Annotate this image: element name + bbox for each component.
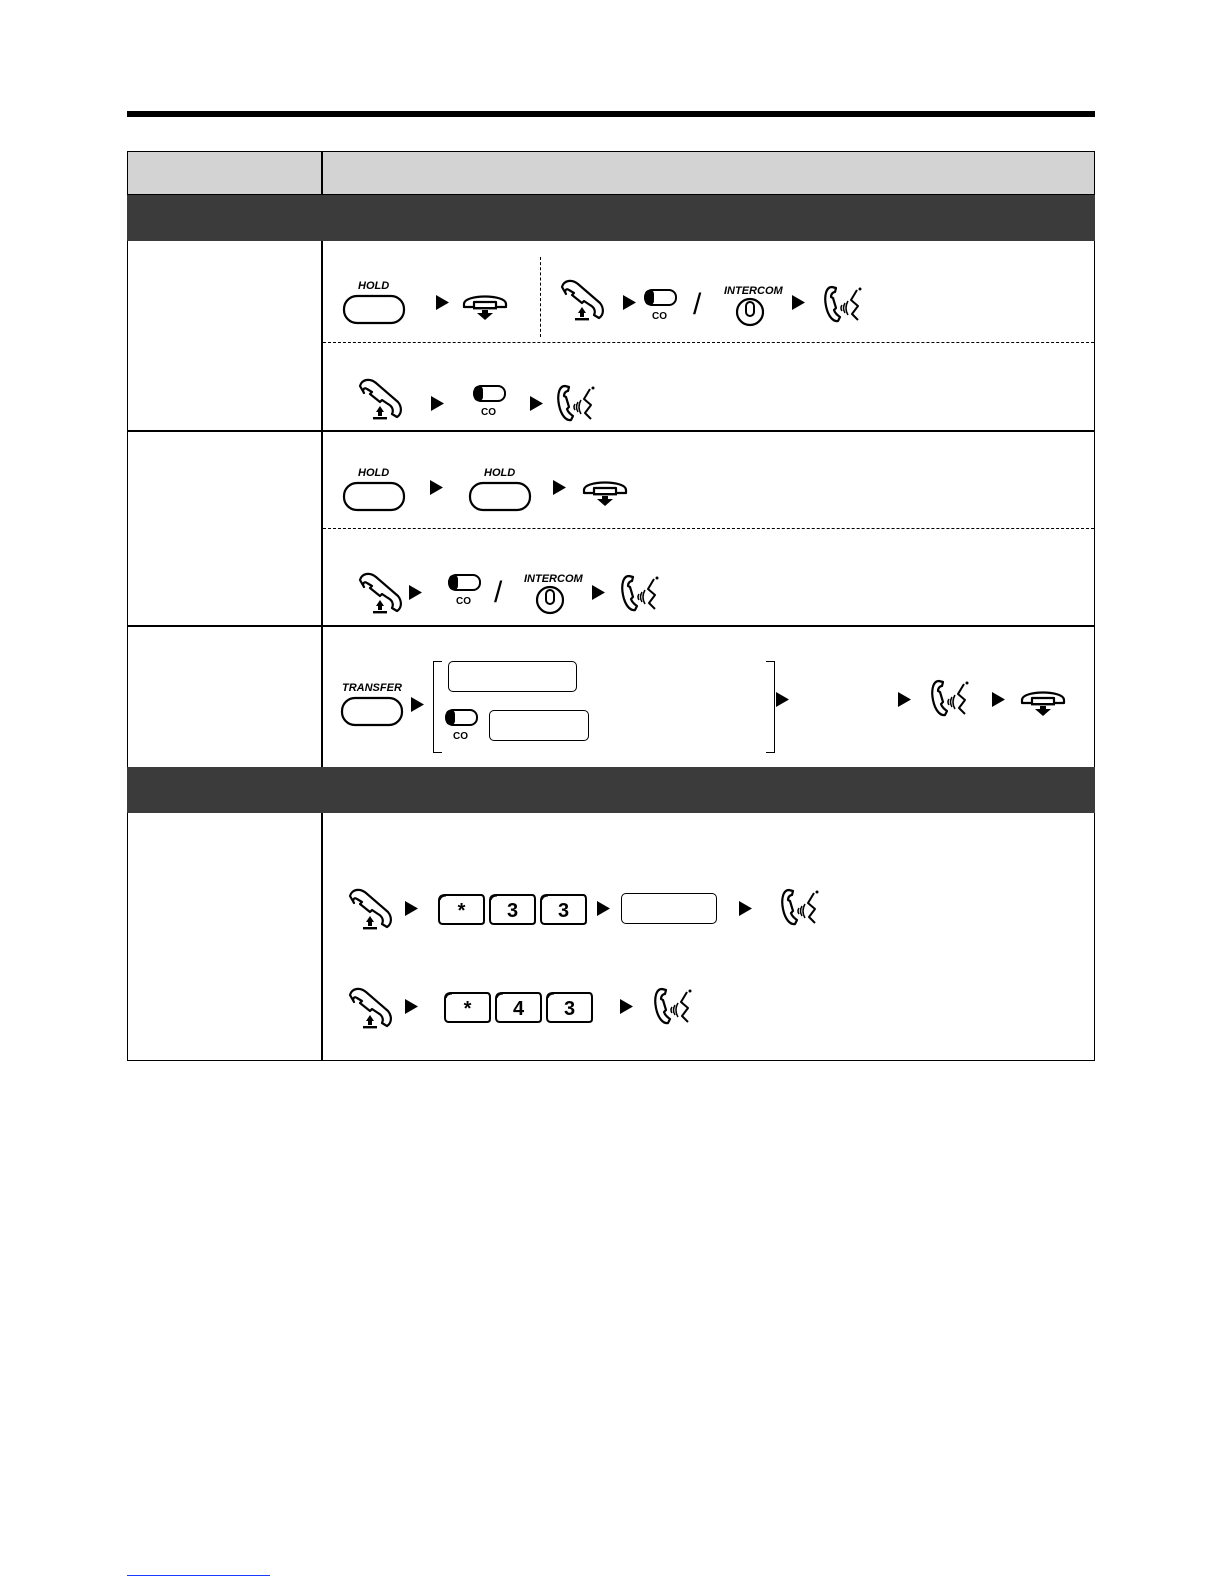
or-separator: / — [494, 576, 503, 609]
arrow-right-icon — [623, 295, 637, 311]
dial-key-icon — [488, 894, 537, 926]
column-divider-lower — [321, 813, 323, 1061]
svg-text:CO: CO — [481, 407, 496, 418]
handset-down-icon — [460, 288, 510, 323]
arrow-right-icon — [405, 901, 419, 917]
svg-text:*: * — [463, 998, 472, 1020]
arrow-right-icon — [776, 692, 790, 708]
handset-down-icon — [580, 474, 630, 509]
arrow-right-icon — [430, 480, 444, 496]
svg-text:CO: CO — [456, 596, 471, 607]
dial-key-icon — [545, 992, 594, 1024]
bracket-left — [433, 661, 442, 753]
dial-key-icon — [437, 894, 486, 926]
svg-text:TRANSFER: TRANSFER — [342, 682, 402, 694]
handset-up-icon — [354, 376, 404, 422]
talk-icon — [822, 284, 864, 324]
dashed-divider — [323, 342, 1094, 343]
arrow-right-icon — [792, 295, 806, 311]
intercom-button-icon — [522, 571, 584, 616]
arrow-right-icon — [411, 697, 425, 713]
procedure-table — [127, 151, 1095, 1061]
handset-down-icon — [1018, 684, 1068, 719]
svg-text:CO: CO — [652, 311, 667, 322]
or-separator: / — [693, 288, 702, 321]
section-band-2 — [127, 767, 1095, 813]
row-divider — [127, 430, 1095, 432]
talk-icon — [779, 887, 821, 927]
dial-key-icon — [539, 894, 588, 926]
talk-icon — [652, 986, 694, 1026]
svg-text:HOLD: HOLD — [484, 467, 516, 479]
arrow-right-icon — [409, 585, 423, 601]
transfer-button-icon — [340, 680, 410, 730]
phone-number-box — [489, 710, 589, 741]
svg-text:4: 4 — [512, 998, 525, 1020]
handset-up-icon — [344, 985, 394, 1031]
svg-text:CO: CO — [453, 731, 468, 742]
talk-icon — [555, 383, 597, 423]
vertical-dashed-divider — [540, 257, 541, 337]
co-button-icon — [643, 288, 679, 322]
hold-button-icon — [342, 276, 412, 328]
svg-text:HOLD: HOLD — [358, 467, 390, 479]
handset-up-icon — [556, 277, 606, 323]
number-entry-box — [621, 893, 717, 924]
column-divider-upper — [321, 241, 323, 767]
arrow-right-icon — [436, 295, 450, 311]
arrow-right-icon — [592, 585, 606, 601]
handset-up-icon — [344, 886, 394, 932]
extension-number-box — [448, 661, 577, 692]
footer-link-rule — [127, 1575, 270, 1576]
handset-up-icon — [354, 570, 404, 616]
section-band-1 — [127, 195, 1095, 241]
co-button-icon — [447, 573, 483, 607]
top-rule — [127, 111, 1095, 117]
arrow-right-icon — [405, 999, 419, 1015]
svg-text:INTERCOM: INTERCOM — [524, 573, 583, 585]
svg-text:HOLD: HOLD — [358, 280, 390, 292]
co-button-icon — [472, 384, 508, 418]
dashed-divider — [323, 528, 1094, 529]
row-divider — [127, 625, 1095, 627]
talk-icon — [929, 678, 971, 718]
co-button-icon — [444, 708, 480, 742]
header-column-divider — [321, 151, 323, 195]
intercom-button-icon — [722, 283, 784, 328]
arrow-right-icon — [739, 901, 753, 917]
arrow-right-icon — [597, 901, 611, 917]
arrow-right-icon — [898, 692, 912, 708]
dial-key-icon — [443, 992, 492, 1024]
svg-text:3: 3 — [506, 900, 519, 922]
arrow-right-icon — [620, 999, 634, 1015]
bracket-right — [766, 661, 775, 753]
svg-text:3: 3 — [563, 998, 576, 1020]
arrow-right-icon — [431, 396, 445, 412]
svg-text:*: * — [457, 900, 466, 922]
hold-button-icon — [468, 463, 538, 515]
talk-icon — [619, 573, 661, 613]
dial-key-icon — [494, 992, 543, 1024]
svg-text:3: 3 — [557, 900, 570, 922]
arrow-right-icon — [530, 396, 544, 412]
arrow-right-icon — [553, 480, 567, 496]
hold-button-icon — [342, 463, 412, 515]
arrow-right-icon — [992, 692, 1006, 708]
svg-text:INTERCOM: INTERCOM — [724, 285, 783, 297]
table-header-row — [127, 151, 1095, 195]
